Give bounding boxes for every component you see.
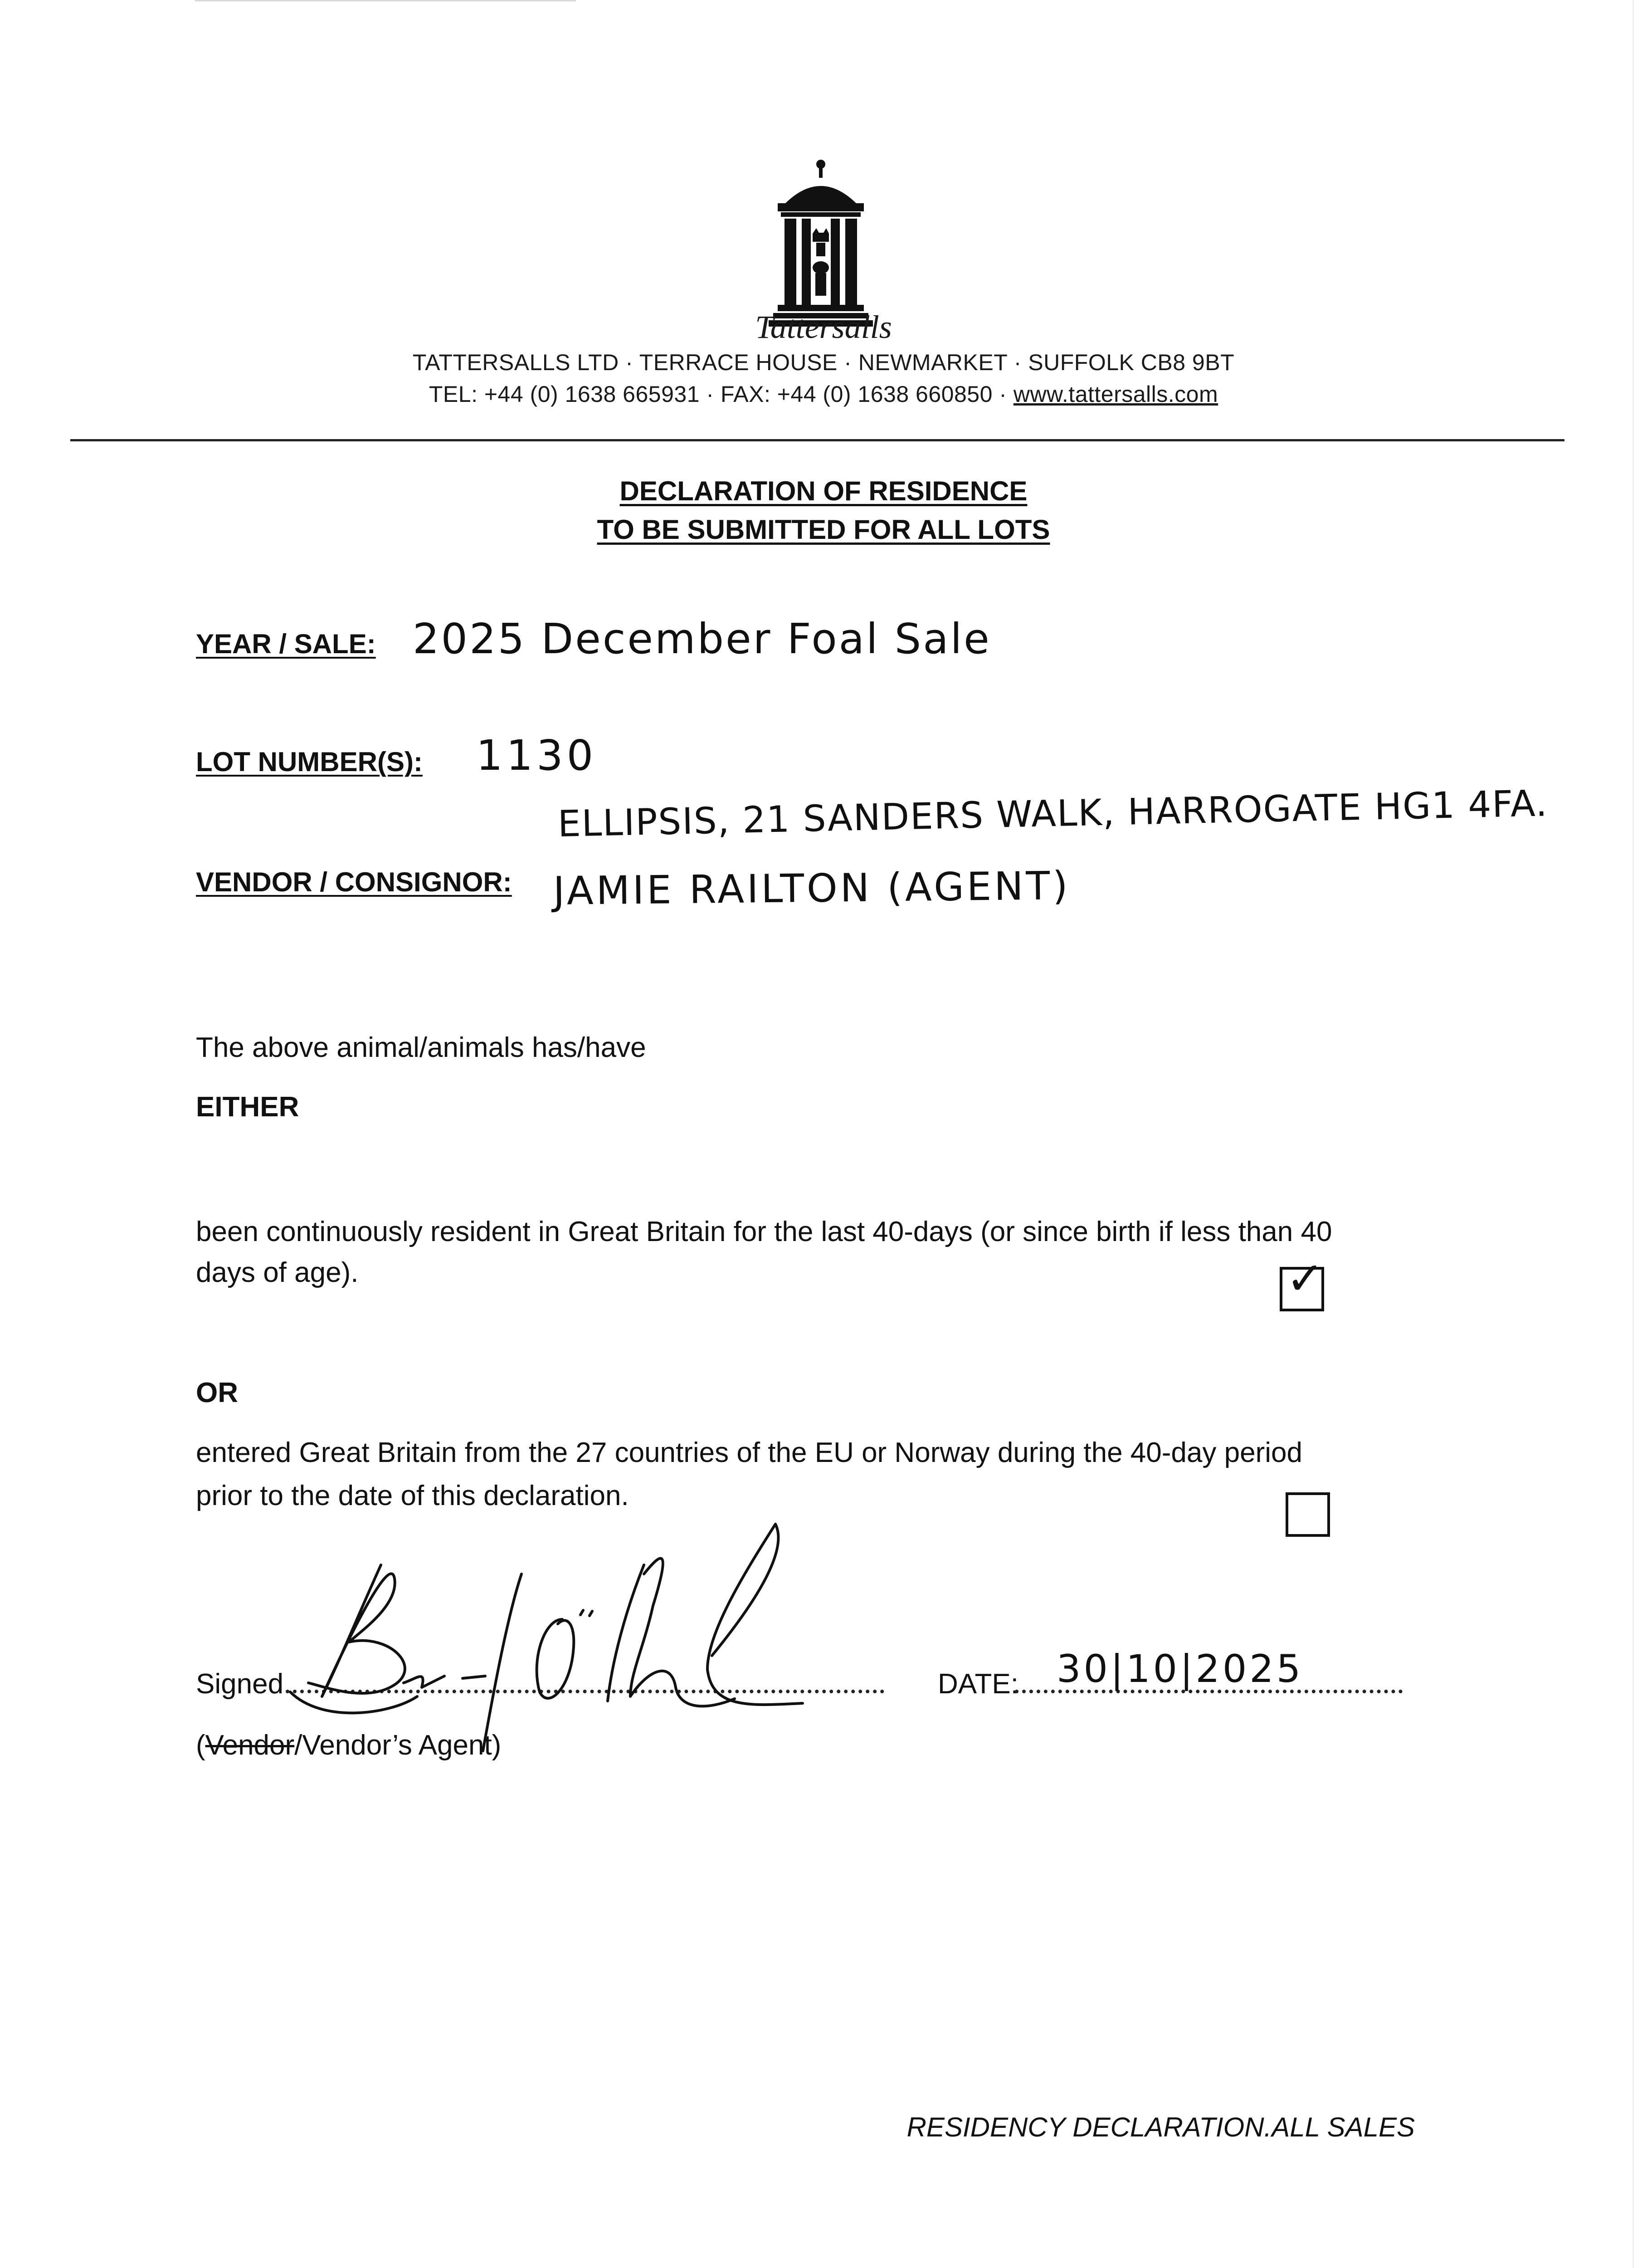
date-value[interactable]: 30|10|2025 — [1057, 1647, 1304, 1691]
contact-line — [0, 381, 1647, 407]
year-sale-value[interactable]: 2025 December Foal Sale — [413, 615, 991, 663]
website-link[interactable]: www.tattersalls.com — [1013, 381, 1218, 407]
option2-text-line1: entered Great Britain from the 27 countries of the EU or Norway during the 40-day period — [196, 1437, 1302, 1468]
or-heading: OR — [196, 1377, 238, 1408]
role-vendor-struck: Vendor — [205, 1730, 295, 1761]
footer-note: RESIDENCY DECLARATION.ALL SALES — [906, 2112, 1415, 2142]
scan-edge-line — [195, 0, 576, 1]
lot-number-value[interactable]: 1130 — [476, 731, 597, 780]
form-subtitle: TO BE SUBMITTED FOR ALL LOTS — [597, 514, 1050, 545]
vendor-value-agent[interactable]: JAMIE RAILTON (AGENT) — [553, 863, 1071, 914]
contact-numbers: TEL: +44 (0) 1638 665931 · FAX: +44 (0) 1638 660850 · — [429, 381, 1014, 407]
option1-text-line2: days of age). — [196, 1257, 359, 1288]
option1-text-line1: been continuously resident in Great Britain for the last 40-days (or since birth if less than 40 — [196, 1216, 1332, 1247]
vendor-value-address[interactable]: ELLIPSIS, 21 SANDERS WALK, HARROGATE HG1 4FA. — [557, 782, 1549, 845]
declaration-intro: The above animal/animals has/have — [196, 1032, 646, 1063]
scan-edge-right — [1632, 0, 1634, 2268]
either-heading: EITHER — [196, 1091, 299, 1123]
lot-number-label: LOT NUMBER(S): — [196, 747, 423, 777]
year-sale-label: YEAR / SALE: — [196, 629, 376, 659]
vendor-label: VENDOR / CONSIGNOR: — [196, 867, 512, 897]
signer-role — [196, 1724, 501, 1767]
option1-checkbox[interactable] — [1280, 1252, 1324, 1311]
address-line: TATTERSALLS LTD · TERRACE HOUSE · NEWMARKET · SUFFOLK CB8 9BT — [412, 350, 1235, 375]
header-divider — [70, 439, 1564, 441]
option2-checkbox[interactable] — [1286, 1492, 1330, 1537]
signed-label: Signed — [196, 1668, 284, 1700]
brand-name: Tattersalls — [755, 309, 892, 345]
form-title: DECLARATION OF RESIDENCE — [619, 476, 1028, 506]
role-vendor-agent: /Vendor’s Agent) — [294, 1730, 502, 1761]
option2-text-line2: prior to the date of this declaration. — [196, 1480, 629, 1511]
date-label: DATE: — [938, 1668, 1018, 1700]
check-mark-icon: ✓ — [1286, 1252, 1324, 1305]
role-open-paren: ( — [196, 1730, 205, 1761]
